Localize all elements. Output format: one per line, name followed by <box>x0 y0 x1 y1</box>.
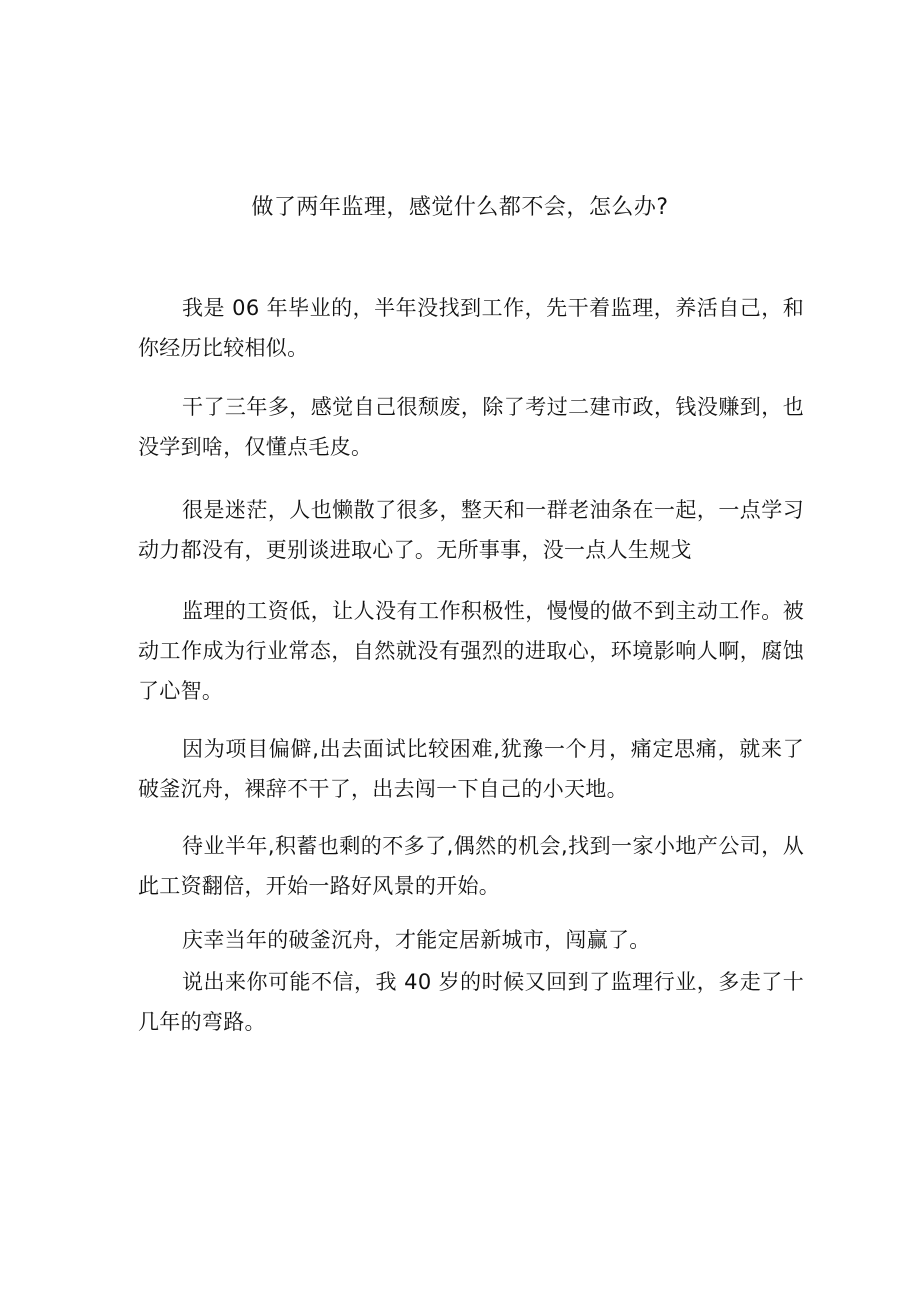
paragraph-3: 很是迷茫，人也懒散了很多，整天和一群老油条在一起，一点学习动力都没有，更别谈进取心了。无所事事，没一点人生规戈 <box>138 498 804 562</box>
paragraph-7: 庆幸当年的破釜沉舟，才能定居新城市，闯赢了。 <box>182 928 651 952</box>
paragraph-5: 因为项目偏僻,出去面试比较困难,犹豫一个月，痛定思痛，就来了破釜沉舟，裸辞不干了，出去闯一下自己的小天地。 <box>138 737 804 801</box>
paragraph-8: 说出来你可能不信，我 40 岁的时候又回到了监理行业，多走了十几年的弯路。 <box>138 970 804 1034</box>
paragraph-4: 监理的工资低，让人没有工作积极性，慢慢的做不到主动工作。被动工作成为行业常态，自然就没有强烈的进取心，环境影响人啊，腐蚀了心智。 <box>138 599 804 703</box>
paragraph-2: 干了三年多，感觉自己很颓废，除了考过二建市政，钱没赚到，也没学到啥，仅懂点毛皮。 <box>138 395 804 459</box>
document-title: 做了两年监理，感觉什么都不会，怎么办? <box>251 195 669 220</box>
paragraph-1: 我是 06 年毕业的，半年没找到工作，先干着监理，养活自己，和你经历比较相似。 <box>138 296 804 360</box>
paragraph-6: 待业半年,积蓄也剩的不多了,偶然的机会,找到一家小地产公司，从此工资翻倍，开始一路好风景的开始。 <box>138 834 804 898</box>
